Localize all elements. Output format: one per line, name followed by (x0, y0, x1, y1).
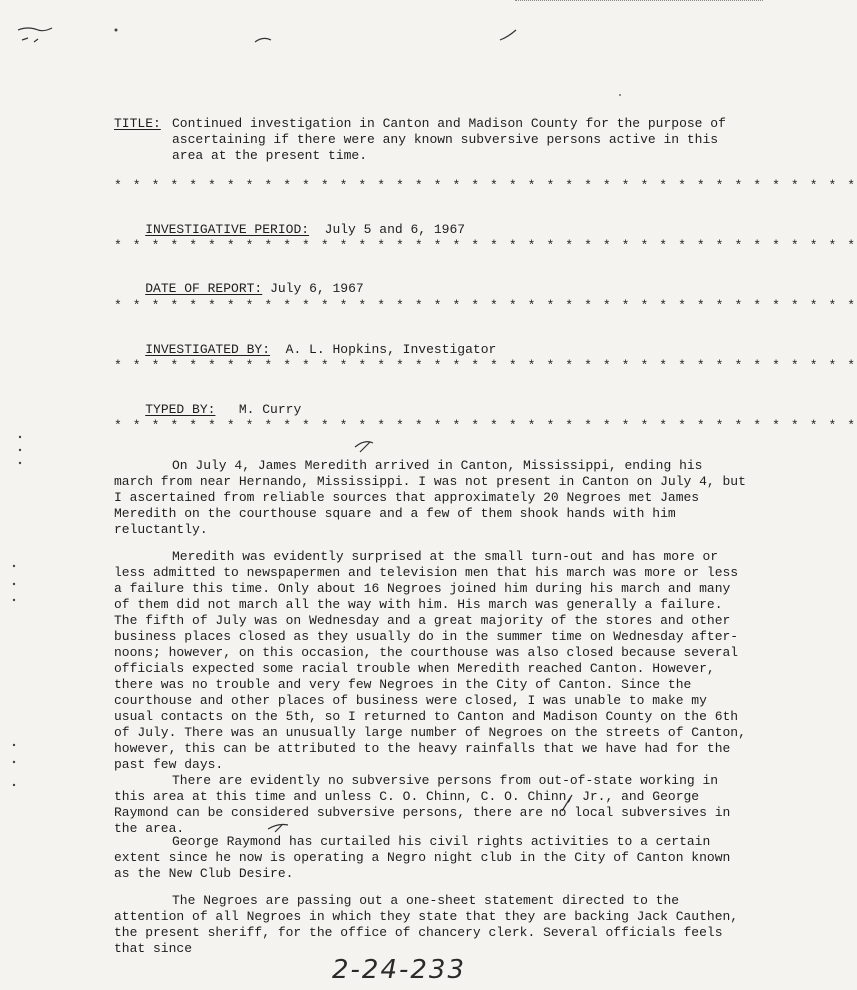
separator-5: * * * * * * * * * * * * * * * * * * * * * * * * * * * * * * * * * * * * * * * * (114, 418, 857, 433)
typed-by-value: M. Curry (238, 402, 302, 417)
date-of-report-label: DATE OF REPORT: (145, 281, 263, 296)
title-text: Continued investigation in Canton and Madison County for the purpose of ascertaining if there were any known subversive persons active in this area at the present time. (172, 116, 726, 163)
investigative-period-label: INVESTIGATIVE PERIOD: (145, 222, 310, 237)
separator-2: * * * * * * * * * * * * * * * * * * * * * * * * * * * * * * * * * * * * * * * * (114, 238, 857, 253)
title-label: TITLE: (114, 116, 161, 131)
date-of-report-value: July 6, 1967 (270, 281, 364, 296)
paragraph-4 (114, 834, 746, 882)
typed-by-label: TYPED BY: (145, 402, 216, 417)
separator-4: * * * * * * * * * * * * * * * * * * * * * * * * * * * * * * * * * * * * * * * * (114, 358, 857, 373)
investigated-by-label: INVESTIGATED BY: (145, 342, 271, 357)
paragraph-1 (114, 458, 746, 538)
top-edge-dots (515, 0, 763, 3)
investigated-by-value: A. L. Hopkins, Investigator (285, 342, 497, 357)
separator-1: * * * * * * * * * * * * * * * * * * * * * * * * * * * * * * * * * * * * * * * * (114, 178, 857, 193)
paragraph-3 (114, 773, 746, 837)
paragraph-4-text: George Raymond has curtailed his civil rights activities to a certain extent since he now is operating a Negro night club in the City of Canton known as the New Club Desire. (114, 834, 731, 881)
paragraph-3-text: There are evidently no subversive persons from out-of-state working in this area at this time and unless C. O. Chinn, C. O. Chinn, Jr., and George Raymond can be considered subversive persons, there are no local subversives in the area. (114, 773, 731, 836)
paragraph-1-text: On July 4, James Meredith arrived in Canton, Mississippi, ending his march from near Hernando, Mississippi. I was not present in Canton on July 4, but I ascertained from reliable sources that approximately 20 Negroes met James Meredith on the courthouse square and a few of them shook hands with him reluctantly. (114, 458, 746, 537)
paragraph-2 (114, 549, 746, 773)
paragraph-5 (114, 893, 746, 957)
paragraph-2-text: Meredith was evidently surprised at the small turn-out and has more or less admitted to newspapermen and television men that his march was more or less a failure this time. Only about 16 Negroes joined him during his march and many of them did not march all the way with him. His march was generally a failure. The fifth of July was on Wednesday and a great majority of the stores and other business places closed as they usually do in the summer time on Wednesday after-noons; however, on this occasion, the courthouse was also closed because several officials expected some racial trouble when Meredith reached Canton. However, there was no trouble and very few Negroes in the City of Canton. Since the courthouse and other places of business were closed, I was unable to make my usual contacts on the 5th, so I returned to Canton and Madison County on the 6th of July. There was an unusually large number of Negroes on the streets of Canton, however, this can be attributed to the heavy rainfalls that we have had for the past few days. (114, 549, 746, 772)
paragraph-5-text: The Negroes are passing out a one-sheet statement directed to the attention of all Negroes in which they state that they are backing Jack Cauthen, the present sheriff, for the office of chancery clerk. Several officials feels that since (114, 893, 739, 956)
investigative-period-value: July 5 and 6, 1967 (324, 222, 466, 237)
separator-3: * * * * * * * * * * * * * * * * * * * * * * * * * * * * * * * * * * * * * * * * (114, 298, 857, 313)
page-number: 2-24-233 (332, 955, 467, 985)
